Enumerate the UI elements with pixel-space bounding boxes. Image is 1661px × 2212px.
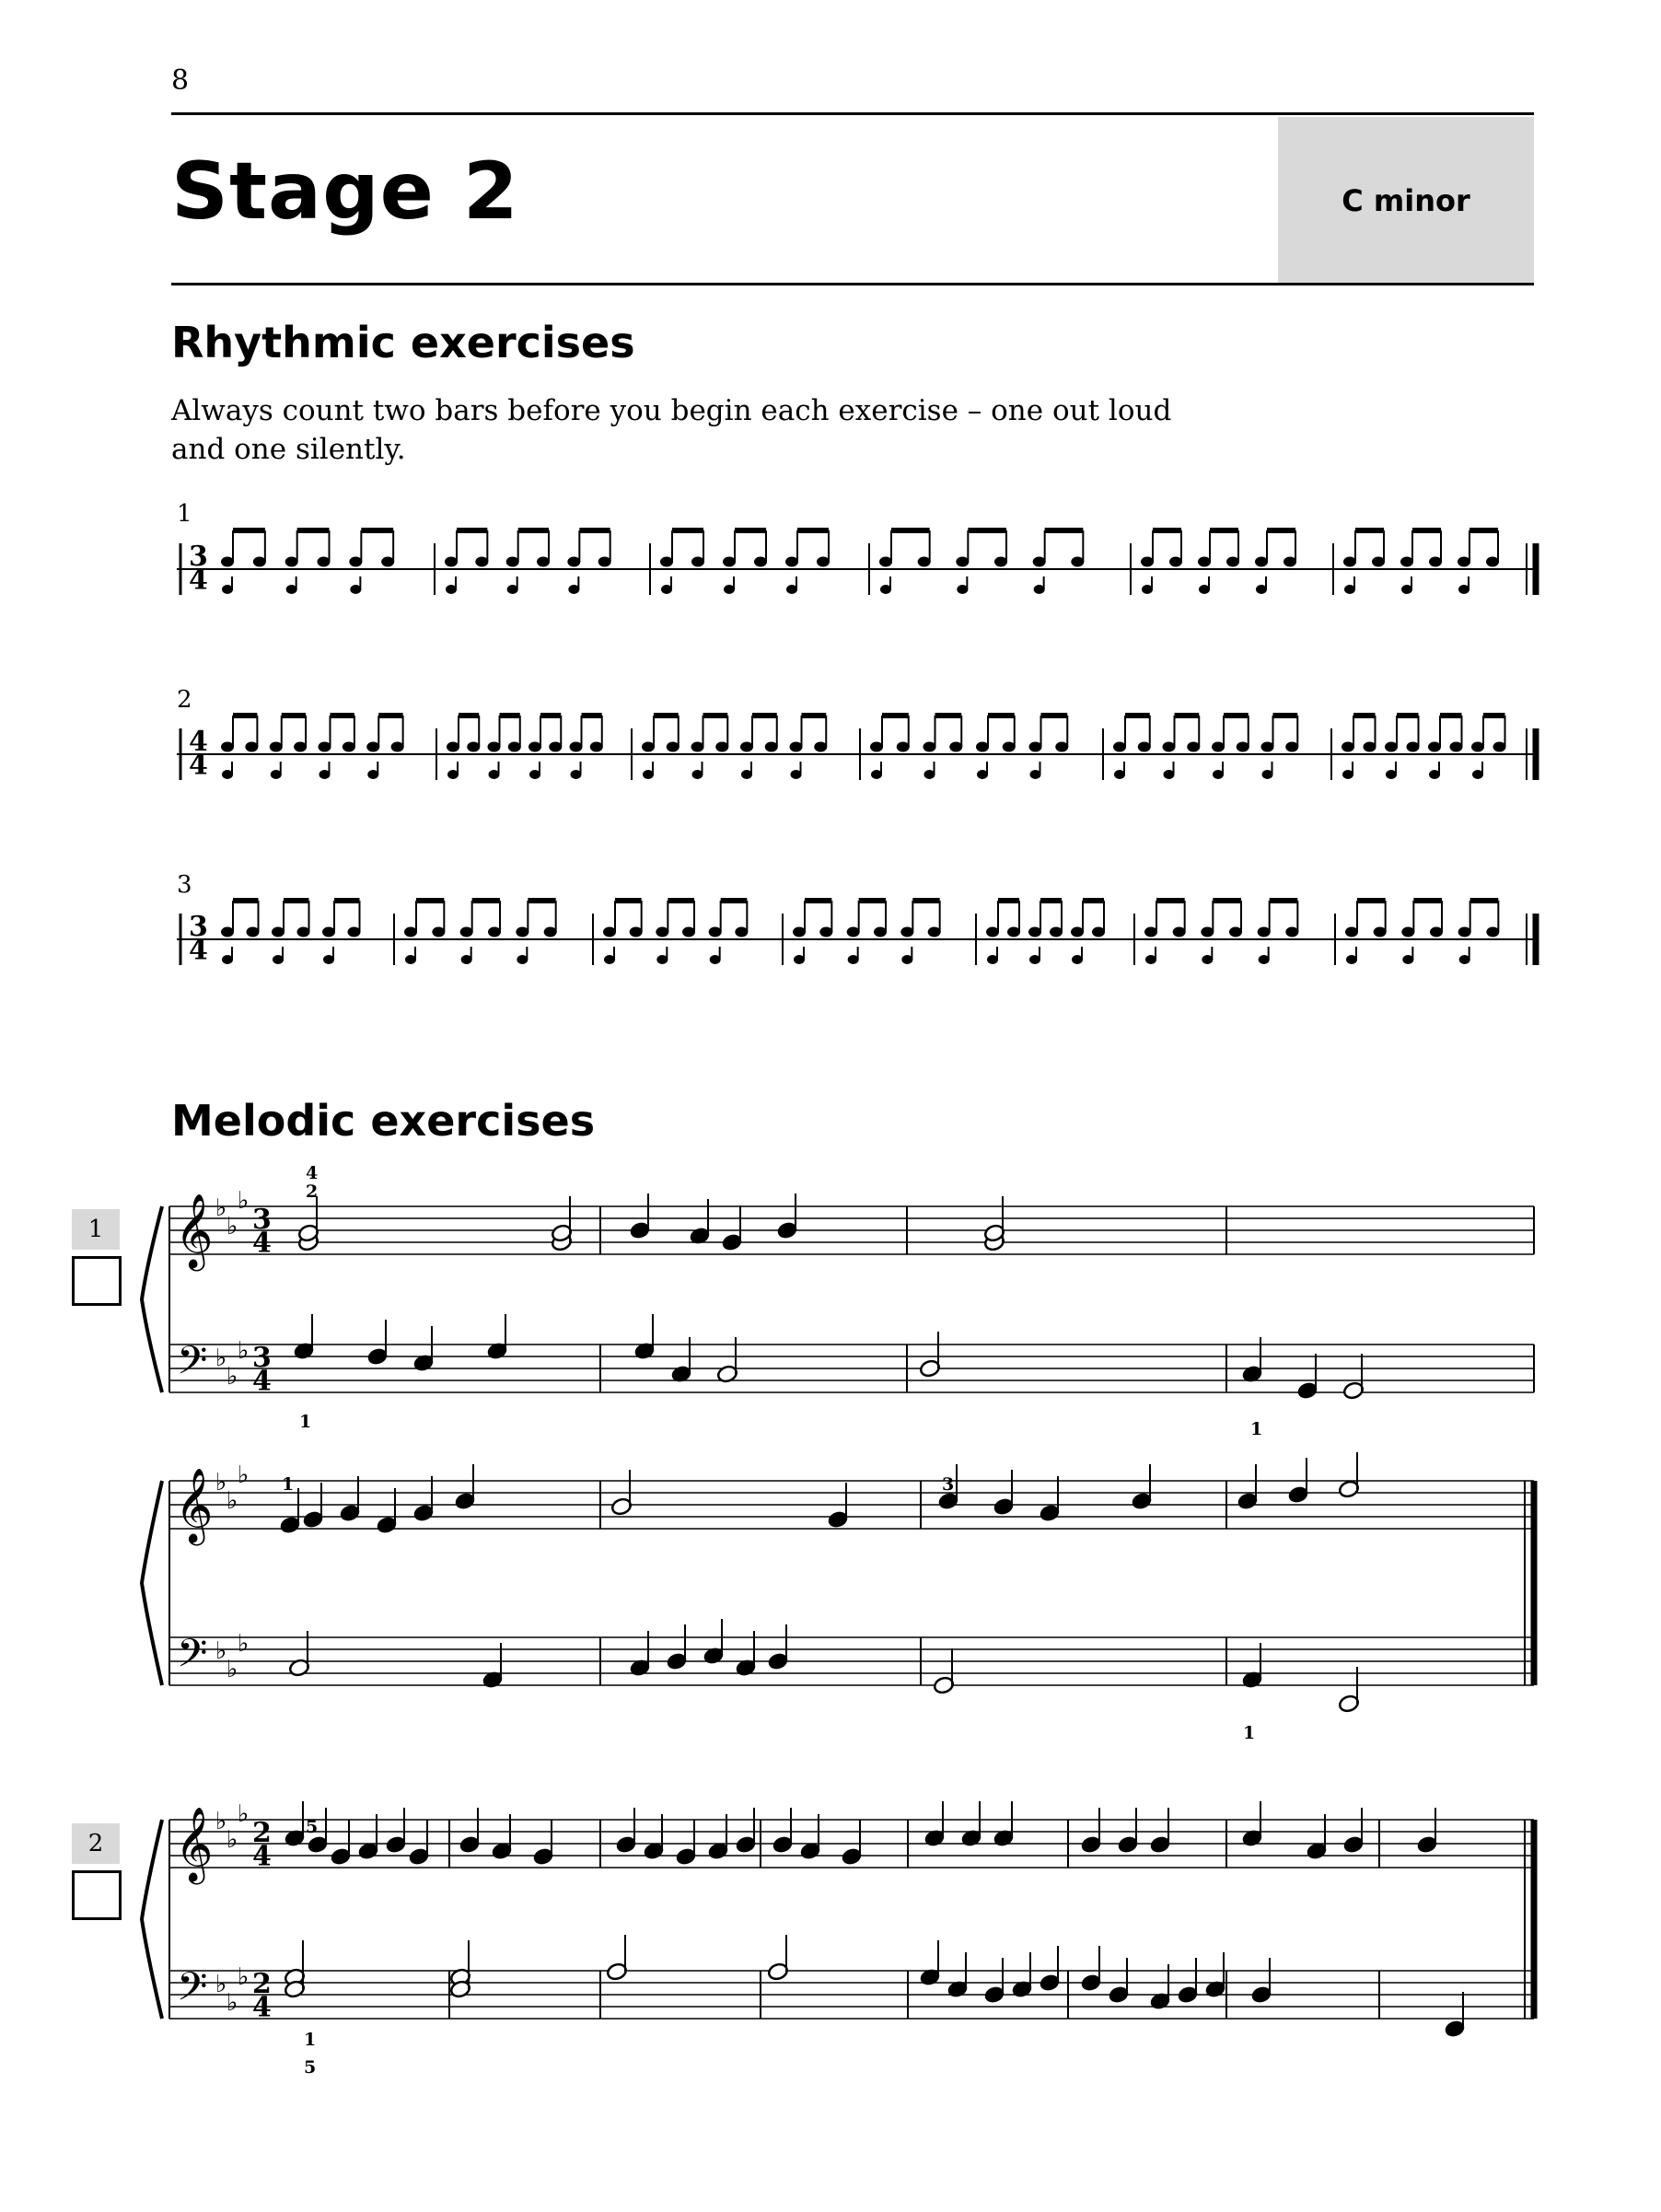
- rhythm-note: [1430, 927, 1443, 937]
- rhythm-note: [754, 557, 767, 567]
- melodic-1-sys2-brace: [142, 1481, 162, 1685]
- rhythm-note: [1092, 927, 1105, 937]
- rhythm-note: [349, 557, 362, 567]
- rhythm-note: [1385, 742, 1398, 752]
- rhythm-note: [870, 742, 883, 752]
- rhythm-note: [475, 557, 488, 567]
- rhythm-note: [1007, 927, 1020, 937]
- rhythm-note: [432, 927, 445, 937]
- melodic-1-sys1-bass-flat: ♭: [215, 1345, 227, 1372]
- rhythm-time-signature-1-top: 3: [189, 541, 208, 573]
- rhythm-note: [793, 927, 806, 937]
- melodic-2-treble-time-bottom: 4: [252, 1840, 272, 1873]
- rhythm-note: [1071, 927, 1084, 937]
- rhythm-note: [567, 557, 580, 567]
- rhythm-exercise-3-number: 3: [177, 871, 192, 899]
- rhythm-note: [318, 557, 331, 567]
- rhythm-note: [1342, 742, 1354, 752]
- rhythm-note: [682, 927, 695, 937]
- melodic-1-sys1-bass-flat: ♭: [238, 1337, 250, 1365]
- rhythm-note: [1486, 557, 1499, 567]
- rhythm-note: [1055, 742, 1068, 752]
- rhythm-note: [1345, 927, 1358, 937]
- melodic-2-treble-flat: ♭: [238, 1800, 250, 1828]
- rhythm-note: [488, 742, 501, 752]
- rhythm-note: [785, 557, 798, 567]
- melodic-2-bass-flat: ♭: [226, 1989, 238, 2017]
- rhythm-note: [691, 557, 704, 567]
- melodic-2-treble-flat: ♭: [226, 1826, 238, 1854]
- page-title: Stage 2: [171, 146, 519, 238]
- rhythmic-instructions: Always count two bars before you begin each exercise – one out loud and one silently.: [171, 394, 1172, 466]
- rhythm-note: [1429, 557, 1442, 567]
- fingering-ex2_top: 5: [306, 1817, 319, 1837]
- rhythm-note: [1343, 557, 1356, 567]
- rhythm-note: [715, 742, 728, 752]
- rhythmic-heading: Rhythmic exercises: [171, 318, 635, 367]
- melodic-1-sys2-treble-flat: ♭: [238, 1461, 250, 1489]
- rhythm-note: [723, 557, 736, 567]
- rhythm-note: [986, 927, 999, 937]
- rhythm-note: [709, 927, 722, 937]
- key-label: C minor: [1342, 183, 1470, 218]
- rhythm-note: [1374, 927, 1387, 937]
- rhythm-note: [516, 927, 528, 937]
- rhythm-note: [691, 742, 704, 752]
- rhythm-note: [847, 927, 860, 937]
- rhythm-note: [544, 927, 557, 937]
- rhythm-note: [1138, 742, 1151, 752]
- melodic-1-sys2-bass-flat: ♭: [215, 1637, 227, 1665]
- rhythm-note: [994, 557, 1007, 567]
- rhythm-note: [1471, 742, 1484, 752]
- melodic-2-bass-clef: 𝄢: [177, 1964, 208, 2020]
- melodic-1-sys1-bass-time-bottom: 4: [252, 1365, 272, 1398]
- rhythm-time-signature-3-top: 3: [189, 911, 208, 943]
- rhythm-note: [976, 742, 989, 752]
- rhythm-note: [918, 557, 931, 567]
- rhythm-note: [549, 742, 562, 752]
- rhythm-note: [445, 557, 458, 567]
- melodic-1-sys1-treble-flat: ♭: [238, 1187, 250, 1215]
- melodic-1-sys1-brace: [142, 1206, 162, 1392]
- melodic-2-brace: [142, 1820, 162, 2019]
- rhythm-note: [391, 742, 404, 752]
- rhythm-note: [642, 742, 655, 752]
- rhythm-note: [1141, 557, 1154, 567]
- fingering-ex1_sys2_bass_m4: 1: [1243, 1723, 1256, 1743]
- melodic-1-sys1-bass-time-top: 3: [252, 1342, 272, 1374]
- melodic-1-sys1-bass-flat: ♭: [226, 1363, 238, 1391]
- rhythm-note: [814, 742, 827, 752]
- rhythm-note: [1144, 927, 1157, 937]
- rhythm-note: [221, 742, 234, 752]
- rhythm-note: [630, 927, 643, 937]
- rhythm-note: [319, 742, 331, 752]
- melodic-2-treble-clef: 𝄞: [175, 1806, 214, 1881]
- rhythm-time-signature-3-bottom: 4: [189, 934, 208, 967]
- fingering-ex1_sys2_top_m3: 3: [942, 1474, 955, 1495]
- rhythm-time-signature-2-bottom: 4: [189, 749, 208, 782]
- rhythm-note: [1486, 927, 1499, 937]
- rhythm-note: [879, 557, 892, 567]
- rhythm-note: [1428, 742, 1441, 752]
- rhythm-note: [1029, 742, 1042, 752]
- rhythm-note: [348, 927, 361, 937]
- rhythm-note: [1237, 742, 1249, 752]
- rhythm-note: [660, 557, 673, 567]
- fingering-ex1_sys2_top_m1: 1: [282, 1474, 295, 1495]
- rhythm-note: [1169, 557, 1182, 567]
- rhythm-note: [656, 927, 668, 937]
- melodic-2-treble-flat: ♭: [215, 1808, 227, 1835]
- rhythm-note: [923, 742, 936, 752]
- rhythm-note: [460, 927, 473, 937]
- melodic-1-sys1-bass-clef: 𝄢: [177, 1338, 208, 1393]
- rhythm-note: [247, 927, 260, 937]
- melodic-1-sys1-treble-time-bottom: 4: [252, 1227, 272, 1260]
- rhythm-note: [447, 742, 459, 752]
- rhythm-note: [1229, 927, 1242, 937]
- melodic-1-sys1-treble-clef: 𝄞: [175, 1193, 214, 1268]
- rhythm-note: [1050, 927, 1063, 937]
- rhythm-note: [819, 927, 832, 937]
- rhythm-note: [537, 557, 550, 567]
- rhythm-note: [366, 742, 379, 752]
- fingering-ex1_bass_m4: 1: [1250, 1419, 1263, 1439]
- rhythm-note: [1033, 557, 1046, 567]
- rhythm-note: [1364, 742, 1376, 752]
- rhythm-note: [949, 742, 962, 752]
- rhythm-note: [1163, 742, 1176, 752]
- rhythm-note: [294, 742, 307, 752]
- melodic-1-sys2-bass-flat: ♭: [226, 1656, 238, 1683]
- rhythm-note: [1493, 742, 1506, 752]
- rhythm-note: [322, 927, 335, 937]
- fingering-ex2_bass_1: 1: [304, 2030, 317, 2050]
- rhythm-note: [343, 742, 355, 752]
- rhythm-note: [765, 742, 778, 752]
- rhythm-note: [570, 742, 583, 752]
- rhythm-note: [667, 742, 680, 752]
- rhythm-note: [1285, 742, 1298, 752]
- rhythm-note: [1201, 927, 1214, 937]
- rhythm-note: [900, 927, 913, 937]
- rhythm-note: [1450, 742, 1463, 752]
- rhythm-note: [381, 557, 394, 567]
- rhythm-note: [1187, 742, 1200, 752]
- rhythm-note: [1400, 557, 1413, 567]
- rhythm-note: [956, 557, 969, 567]
- rhythm-note: [590, 742, 603, 752]
- rhythm-note: [1255, 557, 1268, 567]
- rhythm-note: [1284, 557, 1296, 567]
- melodic-2-bass-time-top: 2: [252, 1968, 272, 2000]
- fingering-ex1_top: 4: [306, 1163, 319, 1183]
- rhythm-note: [735, 927, 748, 937]
- melodic-1-sys2-treble-clef: 𝄞: [175, 1467, 214, 1543]
- melodic-1-sys1-treble-flat: ♭: [215, 1194, 227, 1222]
- rhythm-note: [1226, 557, 1239, 567]
- rhythm-note: [1458, 927, 1471, 937]
- rhythm-note: [506, 557, 519, 567]
- melodic-heading: Melodic exercises: [171, 1096, 596, 1146]
- rhythm-exercise-1-number: 1: [177, 500, 192, 528]
- rhythm-note: [598, 557, 611, 567]
- page-number: 8: [171, 64, 190, 97]
- rhythm-note: [285, 557, 298, 567]
- rhythm-note: [1401, 927, 1414, 937]
- rhythm-note: [221, 927, 234, 937]
- rhythm-note: [874, 927, 887, 937]
- melodic-2-treble-time-top: 2: [252, 1817, 272, 1849]
- rhythm-note: [1173, 927, 1186, 937]
- fingering-ex2_bass_2: 5: [304, 2057, 317, 2078]
- rhythm-note: [1198, 557, 1211, 567]
- rhythm-exercise-2-number: 2: [177, 686, 192, 714]
- melodic-1-sys2-bass-flat: ♭: [238, 1630, 250, 1658]
- rhythm-note: [1212, 742, 1225, 752]
- rhythm-note: [897, 742, 910, 752]
- rhythm-note: [1113, 742, 1126, 752]
- rhythm-note: [245, 742, 258, 752]
- fingering-ex1_bass_m1: 1: [299, 1412, 312, 1432]
- rhythm-note: [1003, 742, 1016, 752]
- rhythm-note: [1071, 557, 1084, 567]
- rhythm-time-signature-2-top: 4: [189, 726, 208, 758]
- rhythm-note: [790, 742, 803, 752]
- rhythm-note: [928, 927, 941, 937]
- melodic-1-sys2-treble-flat: ♭: [215, 1469, 227, 1496]
- rhythm-note: [1407, 742, 1420, 752]
- rhythm-note: [253, 557, 266, 567]
- rhythm-note: [1285, 927, 1298, 937]
- melodic-1-sys2-treble-flat: ♭: [226, 1487, 238, 1515]
- rhythm-note: [272, 927, 285, 937]
- rhythm-note: [1458, 557, 1470, 567]
- rhythm-note: [270, 742, 283, 752]
- melodic-1-sys1-treble-flat: ♭: [226, 1213, 238, 1240]
- rhythm-note: [740, 742, 753, 752]
- fingering-ex1_top: 2: [306, 1182, 319, 1202]
- rhythm-note: [488, 927, 501, 937]
- rhythm-time-signature-1-bottom: 4: [189, 564, 208, 597]
- rhythm-note: [1258, 927, 1271, 937]
- melodic-2-bass-time-bottom: 4: [252, 1991, 272, 2024]
- melodic-1-sys1-treble-time-top: 3: [252, 1204, 272, 1236]
- rhythm-note: [1261, 742, 1274, 752]
- melodic-exercise-2-label: 2: [72, 1823, 120, 1864]
- melodic-2-bass-flat: ♭: [238, 1963, 250, 1991]
- rhythm-note: [603, 927, 616, 937]
- melodic-2-bass-flat: ♭: [215, 1971, 227, 1998]
- rhythm-note: [508, 742, 521, 752]
- rhythm-note: [297, 927, 310, 937]
- rhythm-note: [528, 742, 541, 752]
- melodic-1-sys2-bass-clef: 𝄢: [177, 1631, 208, 1686]
- rhythm-note: [404, 927, 417, 937]
- rhythm-note: [467, 742, 480, 752]
- rhythm-note: [1372, 557, 1385, 567]
- rhythm-note: [221, 557, 234, 567]
- melodic-exercise-1-label: 1: [72, 1209, 120, 1250]
- rhythm-note: [817, 557, 830, 567]
- rhythm-note: [1028, 927, 1041, 937]
